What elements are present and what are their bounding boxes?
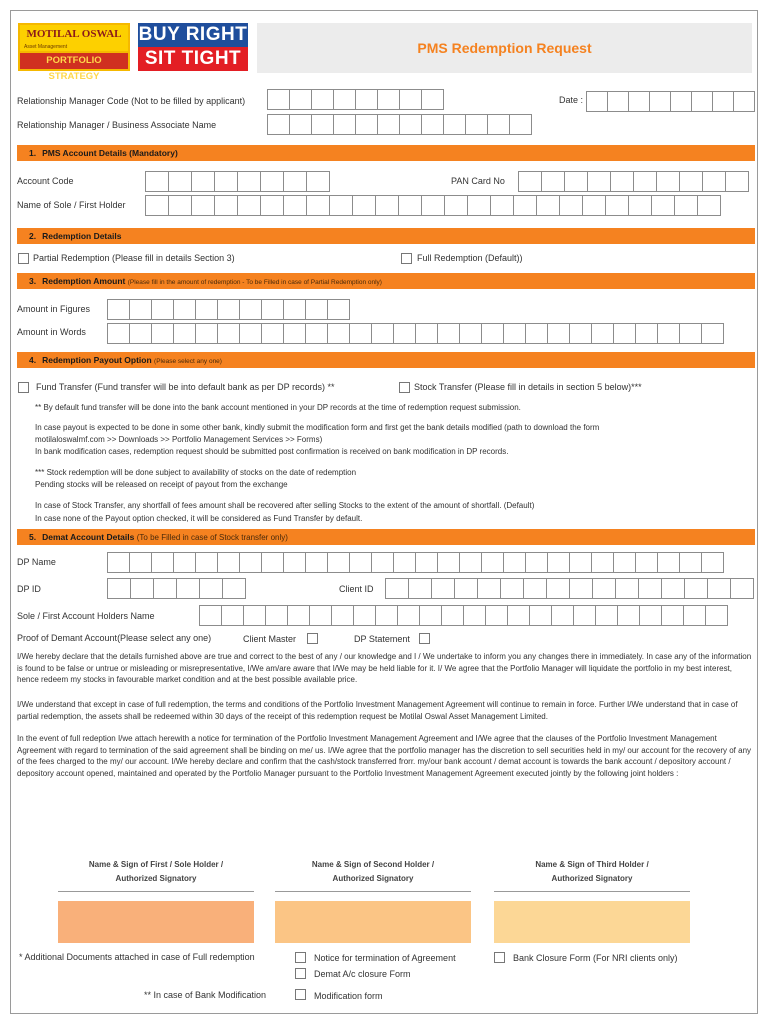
full-redemption-docs-label: * Additional Documents attached in case of Full redemption — [19, 952, 255, 962]
partial-redemption-label: Partial Redemption (Please fill in details Section 3) — [33, 253, 235, 263]
full-redemption-label: Full Redemption (Default)) — [417, 253, 523, 263]
signature-heading-2: Name & Sign of Second Holder / Authorized Signatory — [311, 860, 435, 883]
bank-closure-label: Bank Closure Form (For NRI clients only) — [513, 953, 678, 963]
form-page — [10, 10, 758, 1014]
date-input[interactable] — [586, 91, 755, 112]
modification-form-label: Modification form — [314, 991, 383, 1001]
fund-transfer-checkbox[interactable] — [18, 382, 29, 393]
buy-right-sit-tight-logo: BUY RIGHT SIT TIGHT — [138, 24, 248, 69]
rm-name-label: Relationship Manager / Business Associate Name — [17, 120, 217, 130]
dp-statement-label: DP Statement — [354, 634, 410, 644]
payout-note-2a: In case payout is expected to be done in some other bank, kindly submit the modification form and first get the bank details modified (path to download the form — [35, 423, 600, 432]
client-master-checkbox[interactable] — [307, 633, 318, 644]
rm-code-label: Relationship Manager Code (Not to be filled by applicant) — [17, 96, 246, 106]
signature-box-first-holder[interactable] — [58, 901, 254, 943]
amount-figures-input[interactable] — [107, 299, 350, 320]
holder-name-label: Name of Sole / First Holder — [17, 200, 126, 210]
declaration-paragraph-3: In the event of full redeption I/we attach herewith a notice for termination of the Portfolio Investment Management Agreement and I/We agree that the clauses of the Portfolio Investment Management Agreement with regard to termination of the said agreement shall be binding on me/ us. I/We agree that the portfolio manager has the discretion to sell securities held in my/ our account for the recovery of any of the fees charged to the my/ our account. I/We hereby declare and confirm that the cash/stock transferred frorr. my/our bank account / demat account is towards the bank account / depository account / depository account opened, maintained and operated by the Portfolio Manager pursuant to the Portfolio Investment Management Agreement executed jointly by the following joint holders : — [17, 734, 752, 778]
client-id-input[interactable] — [385, 578, 754, 599]
section-4-header: 4. Redemption Payout Option (Please select any one) — [17, 352, 755, 368]
client-id-label: Client ID — [339, 584, 374, 594]
declaration-paragraph-2: I/We understand that except in case of full redemption, the terms and conditions of the Portfolio Investment Management Agreement will continue to remain in force. Further I/We understand that in case of partial redemption, the assets shall be redeemed within 30 days of the receipt of this redemption request be Motilal Oswal Asset Management Limited. — [17, 700, 738, 721]
amount-figures-label: Amount in Figures — [17, 304, 91, 314]
pan-label: PAN Card No — [451, 176, 505, 186]
signature-heading-1: Name & Sign of First / Sole Holder / Authorized Signatory — [88, 860, 224, 883]
pan-input[interactable] — [518, 171, 749, 192]
section-5-header: 5. Demat Account Details (To be Filled in case of Stock transfer only) — [17, 529, 755, 545]
declaration-paragraph-1: I/We hereby declare that the details furnished above are true and correct to the best of any / our knowledge and I / We undertake to inform you any changes there in immediately. In case any of the information is found to be false or untrue or misleading or misrepresentative, I/We am/are aware that I/We may be held liable for it. I/ We agree that the Portfolio Manager will liquidate the portfolio in my best interest, hence redeem my stocks in favourable market condition and at the best possible available price. — [17, 652, 752, 684]
section-3-header: 3. Redemption Amount (Please fill in the amount of redemption - To be Filled in case of Partial Redemption only) — [17, 273, 755, 289]
motilal-oswal-logo: MOTILAL OSWAL Asset Management PORTFOLIO STRATEGY — [18, 23, 130, 71]
bank-modification-label: ** In case of Bank Modification — [144, 990, 267, 1000]
signature-heading-3: Name & Sign of Third Holder / Authorized Signatory — [535, 860, 649, 883]
fund-transfer-label: Fund Transfer (Fund transfer will be into default bank as per DP records) ** — [36, 382, 335, 392]
signature-line-1 — [58, 891, 254, 892]
dp-statement-checkbox[interactable] — [419, 633, 430, 644]
client-master-label: Client Master — [243, 634, 297, 644]
dp-id-label: DP ID — [17, 584, 41, 594]
account-code-input[interactable] — [145, 171, 330, 192]
account-code-label: Account Code — [17, 176, 74, 186]
signature-line-3 — [494, 891, 690, 892]
payout-note-3a: *** Stock redemption will be done subject to availability of stocks on the date of redemption — [35, 468, 357, 477]
bank-closure-checkbox[interactable] — [494, 952, 505, 963]
holders-name-input[interactable] — [199, 605, 728, 626]
rm-code-input[interactable] — [267, 89, 444, 110]
date-label: Date : — [559, 95, 584, 105]
demat-closure-checkbox[interactable] — [295, 968, 306, 979]
section-1-header: 1. PMS Account Details (Mandatory) — [17, 145, 755, 161]
payout-note-2c: In bank modification cases, redemption request should be submitted post confirmation is received on bank modification in DP records. — [35, 447, 509, 456]
rm-name-input[interactable] — [267, 114, 532, 135]
notice-termination-label: Notice for termination of Agreement — [314, 953, 456, 963]
payout-note-2b: motilaloswalmf.com >> Downloads >> Portfolio Management Services >> Forms) — [35, 435, 323, 444]
amount-words-input[interactable] — [107, 323, 724, 344]
stock-transfer-checkbox[interactable] — [399, 382, 410, 393]
full-redemption-checkbox[interactable] — [401, 253, 412, 264]
holder-name-input[interactable] — [145, 195, 721, 216]
page-title: PMS Redemption Request — [257, 23, 752, 73]
payout-note-4a: In case of Stock Transfer, any shortfall of fees amount shall be recovered after selling Stocks to the extent of the amount of shortfall. (Default) — [35, 501, 535, 510]
dp-id-input[interactable] — [107, 578, 246, 599]
notice-termination-checkbox[interactable] — [295, 952, 306, 963]
modification-form-checkbox[interactable] — [295, 989, 306, 1000]
payout-note-3b: Pending stocks will be released on receipt of payout from the exchange — [35, 480, 288, 489]
signature-box-third-holder[interactable] — [494, 901, 690, 943]
dp-name-input[interactable] — [107, 552, 724, 573]
signature-line-2 — [275, 891, 471, 892]
amount-words-label: Amount in Words — [17, 327, 86, 337]
proof-label: Proof of Demant Account(Please select any one) — [17, 633, 212, 643]
dp-name-label: DP Name — [17, 557, 56, 567]
payout-note-4b: In case none of the Payout option checked, it will be considered as Fund Transfer by default. — [35, 514, 363, 523]
stock-transfer-label: Stock Transfer (Please fill in details in section 5 below)*** — [414, 382, 642, 392]
holders-name-label: Sole / First Account Holders Name — [17, 611, 155, 621]
section-2-header: 2. Redemption Details — [17, 228, 755, 244]
partial-redemption-checkbox[interactable] — [18, 253, 29, 264]
signature-box-second-holder[interactable] — [275, 901, 471, 943]
payout-note-1: ** By default fund transfer will be done into the bank account mentioned in your DP records at the time of redemption request submission. — [35, 403, 521, 412]
demat-closure-label: Demat A/c closure Form — [314, 969, 411, 979]
